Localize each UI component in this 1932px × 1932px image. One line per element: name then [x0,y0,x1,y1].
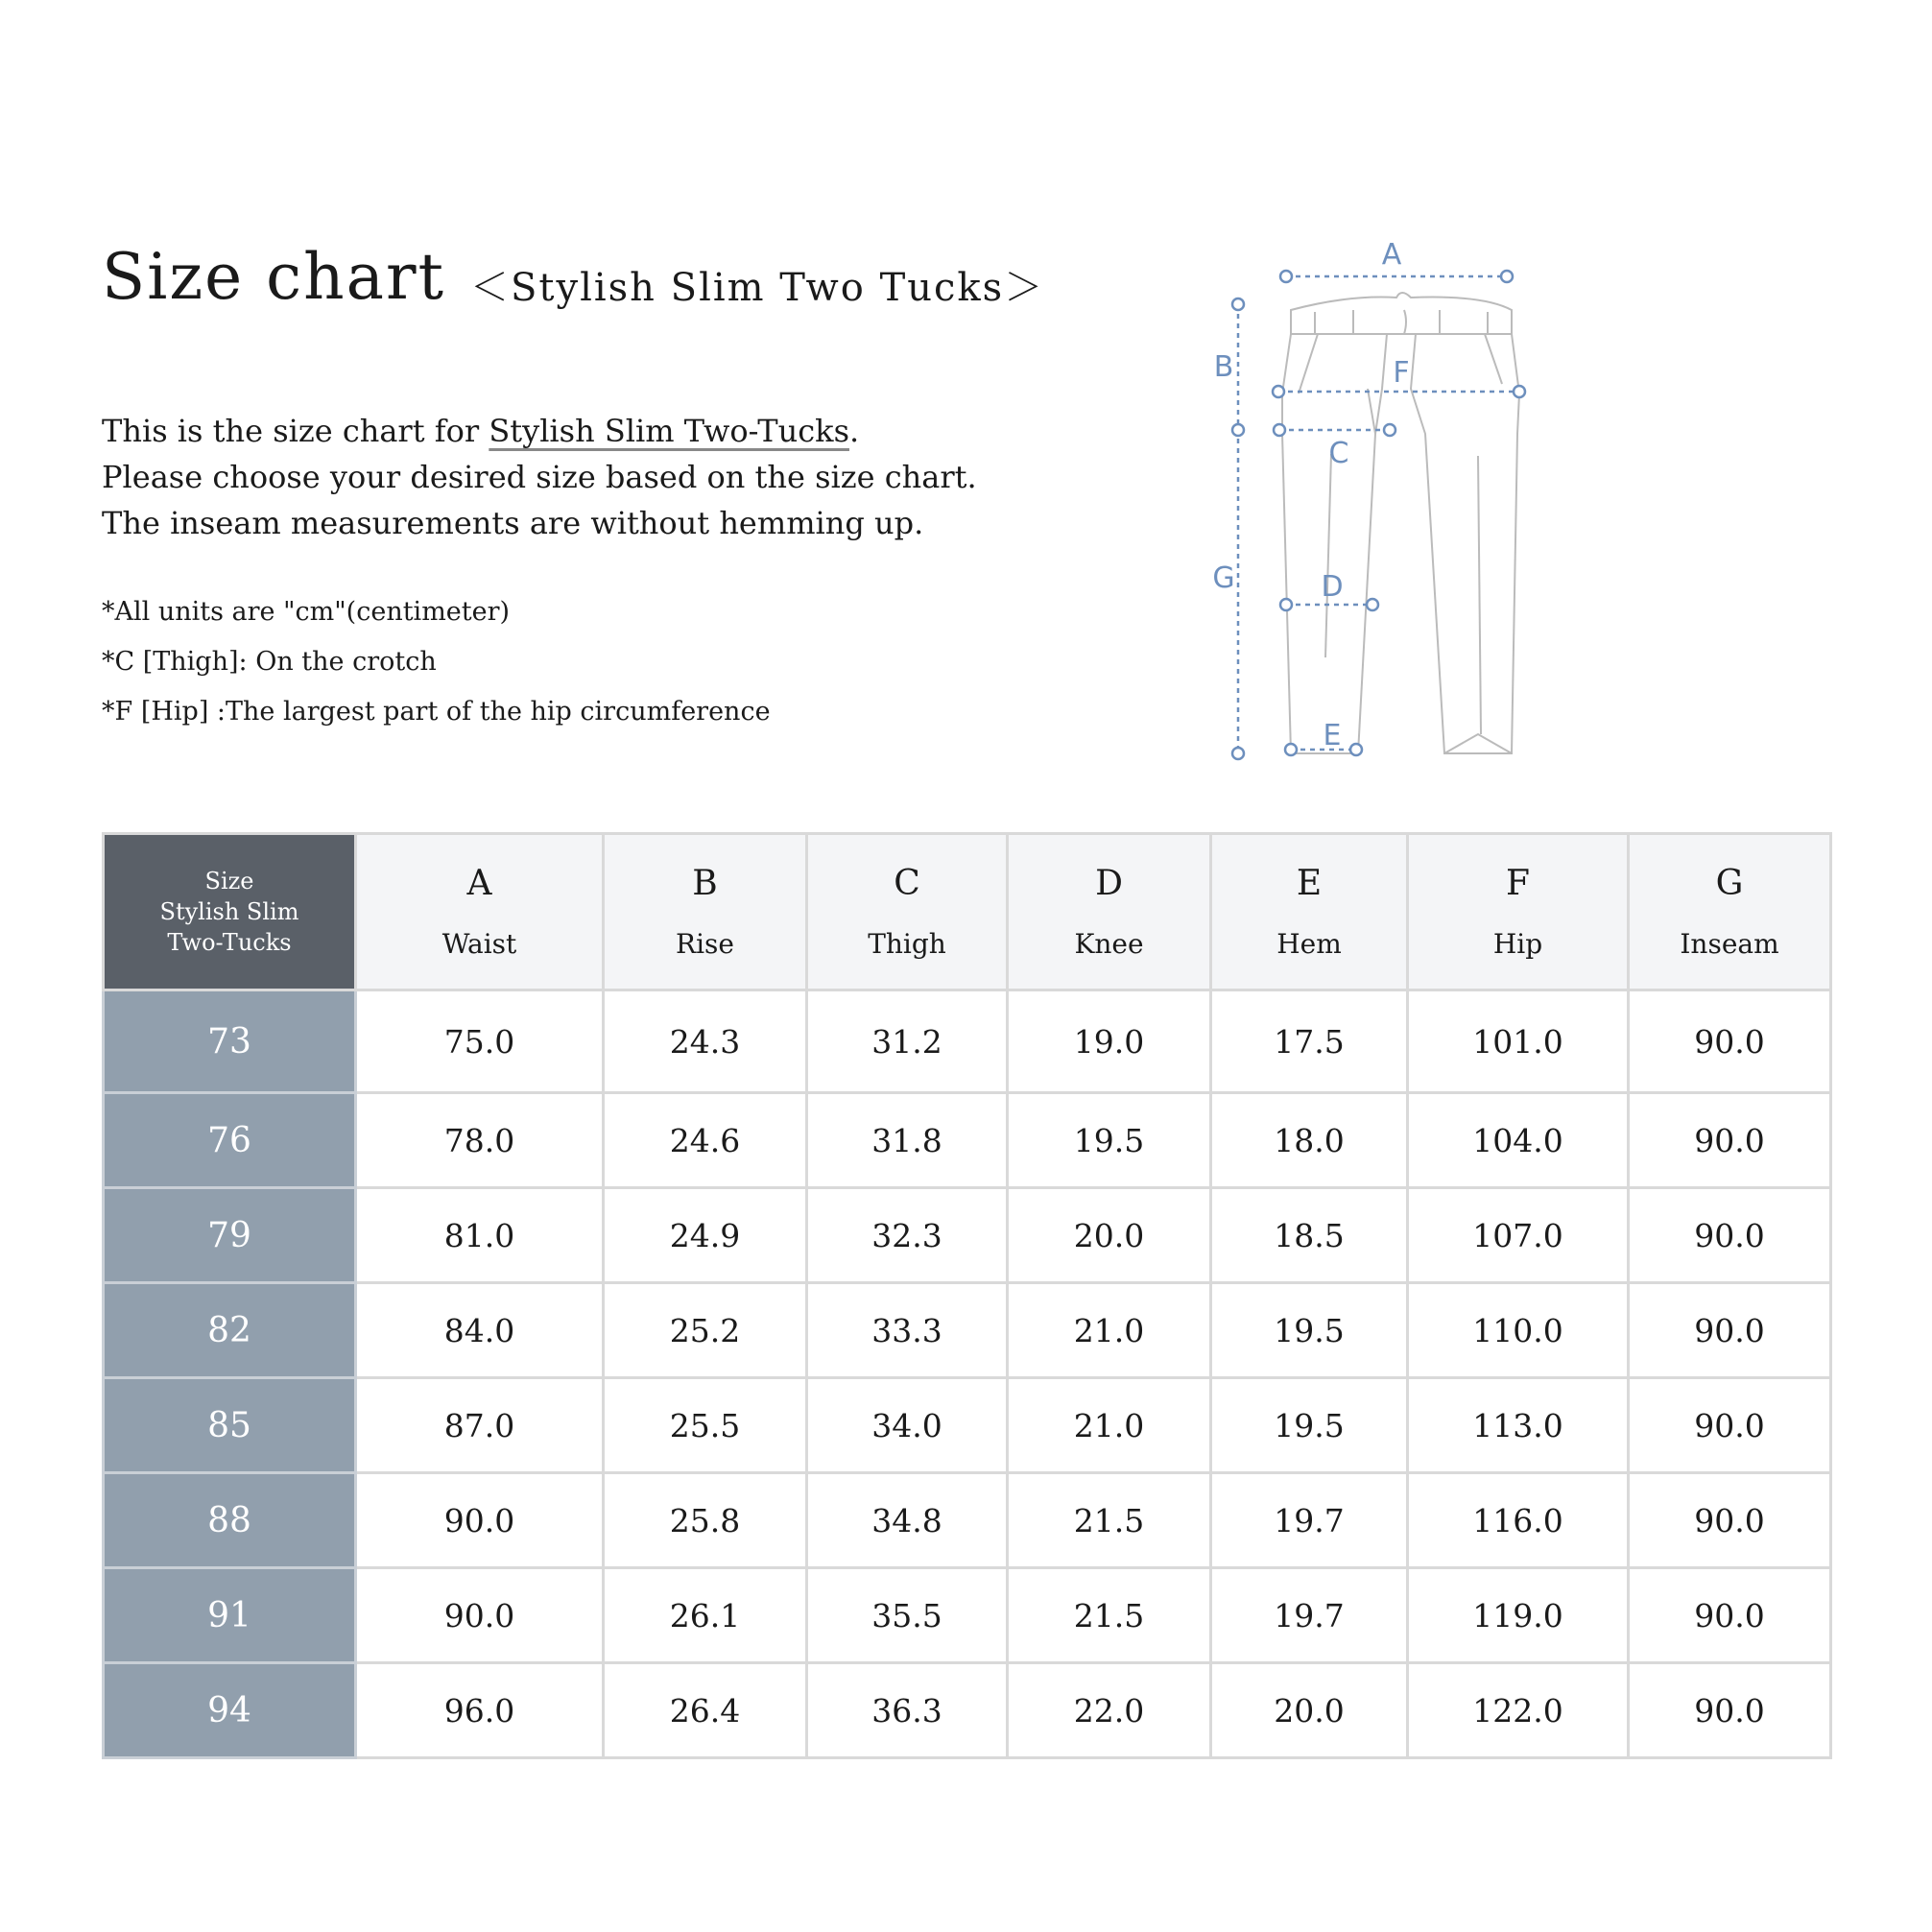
measurement-cell-thigh: 31.2 [807,990,1008,1093]
measurement-cell-thigh: 31.8 [807,1093,1008,1188]
intro-line-1-suffix: . [848,413,860,449]
size-cell: 73 [104,990,356,1093]
intro-text [102,408,1205,546]
note-thigh: *C [Thigh]: On the crotch [102,647,437,677]
measurement-cell-waist: 90.0 [356,1473,604,1568]
label-c: C [1328,437,1349,470]
column-letter: B [692,864,718,903]
measurement-cell-thigh: 36.3 [807,1663,1008,1758]
column-name: Hem [1276,928,1342,960]
table-header-row [104,834,1831,990]
measurement-cell-knee: 21.5 [1008,1568,1211,1663]
measurement-cell-thigh: 34.0 [807,1378,1008,1473]
measurement-cell-rise: 25.8 [604,1473,807,1568]
measurement-cell-hem: 19.5 [1211,1283,1408,1378]
measurement-cell-knee: 20.0 [1008,1188,1211,1283]
measurement-cell-inseam: 90.0 [1629,1378,1831,1473]
table-row [104,1568,1831,1663]
column-header-rise [604,834,807,990]
measurement-cell-waist: 96.0 [356,1663,604,1758]
size-header-line: Size [204,868,254,894]
column-name: Hip [1492,928,1543,960]
intro-line-1-prefix: This is the size chart for [102,413,489,449]
page-title: Size chart [102,240,446,314]
measurement-cell-rise: 24.3 [604,990,807,1093]
label-a: A [1381,238,1402,272]
table-row [104,1473,1831,1568]
measurement-cell-inseam: 90.0 [1629,1473,1831,1568]
column-name: Waist [441,928,517,960]
table-row [104,990,1831,1093]
measurement-cell-knee: 22.0 [1008,1663,1211,1758]
table-row [104,1283,1831,1378]
column-name: Rise [676,928,734,960]
intro-line-3: The inseam measurements are without hemming up. [102,505,924,541]
measurement-cell-hip: 107.0 [1408,1188,1629,1283]
measurement-cell-rise: 26.1 [604,1568,807,1663]
label-b: B [1213,350,1234,384]
measurement-cell-inseam: 90.0 [1629,990,1831,1093]
measurement-cell-hip: 119.0 [1408,1568,1629,1663]
measurement-cell-rise: 25.5 [604,1378,807,1473]
measurement-cell-knee: 19.0 [1008,990,1211,1093]
measurement-cell-hip: 122.0 [1408,1663,1629,1758]
column-letter: A [466,864,492,903]
measurement-cell-hem: 19.5 [1211,1378,1408,1473]
column-letter: D [1095,864,1123,903]
measurement-cell-knee: 21.5 [1008,1473,1211,1568]
measurement-cell-hem: 19.7 [1211,1473,1408,1568]
column-header-knee [1008,834,1211,990]
measurement-cell-thigh: 34.8 [807,1473,1008,1568]
table-row [104,1378,1831,1473]
measurement-lines [1238,276,1519,753]
column-header-inseam [1629,834,1831,990]
intro-line-2: Please choose your desired size based on the size chart. [102,459,977,495]
measurement-cell-thigh: 32.3 [807,1188,1008,1283]
measurement-cell-knee: 21.0 [1008,1283,1211,1378]
column-letter: C [894,864,920,903]
measurement-cell-hip: 101.0 [1408,990,1629,1093]
measurement-cell-inseam: 90.0 [1629,1093,1831,1188]
size-cell: 76 [104,1093,356,1188]
intro-line-1 [102,408,1205,454]
column-header-thigh [807,834,1008,990]
measurement-cell-hem: 18.5 [1211,1188,1408,1283]
column-letter: E [1296,864,1323,903]
pants-measurement-diagram [1195,235,1560,792]
measurement-cell-knee: 19.5 [1008,1093,1211,1188]
size-cell: 82 [104,1283,356,1378]
measurement-cell-hip: 116.0 [1408,1473,1629,1568]
product-link[interactable]: Stylish Slim Two-Tucks [489,413,849,449]
size-cell: 79 [104,1188,356,1283]
measurement-cell-hem: 19.7 [1211,1568,1408,1663]
column-name: Knee [1074,928,1144,960]
size-header-line: Stylish Slim [159,898,299,925]
measurement-cell-waist: 84.0 [356,1283,604,1378]
measurement-cell-inseam: 90.0 [1629,1663,1831,1758]
column-letter: G [1715,864,1744,903]
table-row [104,1663,1831,1758]
column-letter: F [1506,864,1530,903]
measurement-cell-rise: 25.2 [604,1283,807,1378]
column-header-hem [1211,834,1408,990]
measurement-cell-hip: 113.0 [1408,1378,1629,1473]
product-subtitle: ＜Stylish Slim Two Tucks＞ [470,266,1045,310]
size-header-line: Two-Tucks [167,929,292,956]
size-table [102,832,1832,1759]
column-name: Inseam [1680,928,1779,960]
measurement-cell-inseam: 90.0 [1629,1283,1831,1378]
size-cell: 94 [104,1663,356,1758]
measurement-cell-waist: 87.0 [356,1378,604,1473]
size-column-header [104,834,356,990]
measurement-cell-rise: 26.4 [604,1663,807,1758]
measurement-cell-rise: 24.9 [604,1188,807,1283]
size-cell: 88 [104,1473,356,1568]
size-cell: 85 [104,1378,356,1473]
measurement-cell-inseam: 90.0 [1629,1568,1831,1663]
measurement-cell-thigh: 35.5 [807,1568,1008,1663]
column-header-hip [1408,834,1629,990]
measurement-cell-waist: 75.0 [356,990,604,1093]
measurement-cell-waist: 78.0 [356,1093,604,1188]
label-f: F [1393,356,1410,390]
column-header-waist [356,834,604,990]
measurement-cell-hem: 20.0 [1211,1663,1408,1758]
table-row [104,1093,1831,1188]
measurement-cell-hip: 110.0 [1408,1283,1629,1378]
note-units: *All units are "cm"(centimeter) [102,597,511,627]
measurement-cell-inseam: 90.0 [1629,1188,1831,1283]
column-name: Thigh [868,928,946,960]
notes-list [102,587,1157,737]
label-e: E [1323,719,1342,752]
measurement-cell-rise: 24.6 [604,1093,807,1188]
measurement-cell-thigh: 33.3 [807,1283,1008,1378]
label-d: D [1321,570,1344,604]
size-cell: 91 [104,1568,356,1663]
measurement-cell-waist: 90.0 [356,1568,604,1663]
label-g: G [1212,561,1235,595]
measurement-cell-hip: 104.0 [1408,1093,1629,1188]
table-row [104,1188,1831,1283]
measurement-cell-hem: 18.0 [1211,1093,1408,1188]
note-hip: *F [Hip] :The largest part of the hip circumference [102,697,771,727]
measurement-cell-waist: 81.0 [356,1188,604,1283]
measurement-cell-knee: 21.0 [1008,1378,1211,1473]
table-body [104,990,1831,1758]
measurement-cell-hem: 17.5 [1211,990,1408,1093]
